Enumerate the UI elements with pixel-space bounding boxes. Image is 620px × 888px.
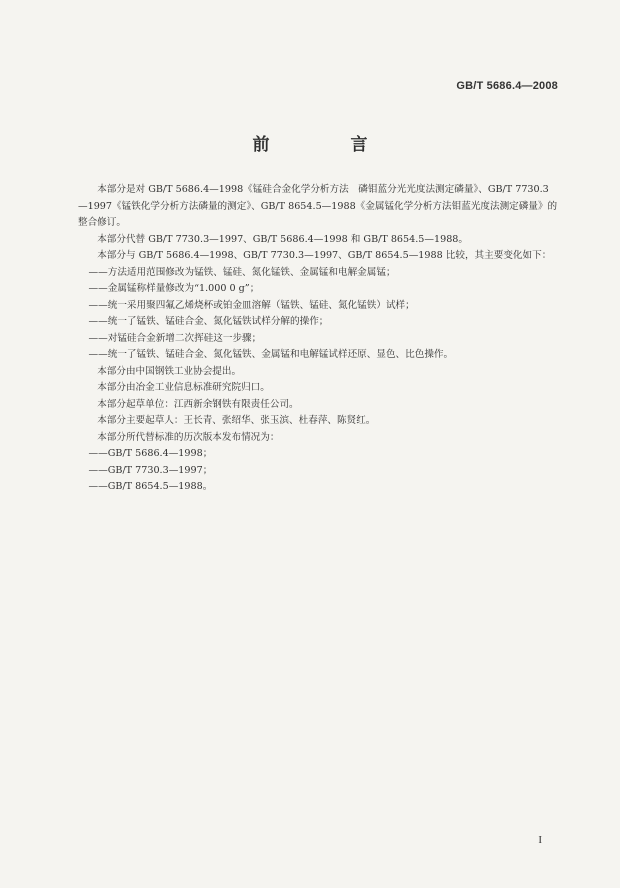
- list-item: ——统一了锰铁、锰硅合金、氮化锰铁、金属锰和电解锰试样还原、显色、比色操作。: [88, 349, 454, 360]
- foreword-body: [78, 182, 558, 496]
- list-item: ——金属锰称样量修改为“1.000 0 g”；: [88, 283, 260, 294]
- paragraph: 本部分与 GB/T 5686.4—1998、GB/T 7730.3—1997、GB/T 8654.5—1988 比较，其主要变化如下：: [97, 250, 552, 261]
- paragraph: 本部分代替 GB/T 7730.3—1997、GB/T 5686.4—1998 和 GB/T 8654.5—1988。: [97, 233, 469, 245]
- paragraph: 本部分主要起草人：王长青、张绍华、张玉滨、杜春萍、陈贤红。: [97, 415, 376, 426]
- paragraph: 本部分是对 GB/T 5686.4—1998《锰硅合金化学分析方法 磷钼蓝分光光度法测定磷量》、GB/T 7730.3—1997《锰铁化学分析方法磷量的测定》、GB/T 8654.5—1988《金属锰化学分析方法钼蓝光度法测定磷量》的整合修订。: [78, 184, 558, 228]
- list-item: ——统一采用聚四氟乙烯烧杯或铂金皿溶解（锰铁、锰硅、氮化锰铁）试样；: [88, 299, 415, 311]
- standard-number: GB/T 5686.4—2008: [456, 80, 558, 92]
- list-item: ——GB/T 8654.5—1988。: [88, 481, 213, 492]
- list-item: ——对锰硅合金新增二次挥硅这一步骤；: [88, 332, 262, 344]
- paragraph: 本部分起草单位：江西新余钢铁有限责任公司。: [97, 398, 299, 410]
- list-item: ——GB/T 5686.4—1998；: [88, 448, 213, 459]
- list-item: ——统一了锰铁、锰硅合金、氮化锰铁试样分解的操作；: [88, 316, 329, 327]
- paragraph: 本部分由中国钢铁工业协会提出。: [97, 365, 242, 377]
- paragraph: 本部分所代替标准的历次版本发布情况为：: [97, 431, 280, 443]
- list-item: ——方法适用范围修改为锰铁、锰硅、氮化锰铁、金属锰和电解金属锰；: [88, 266, 396, 278]
- page-number: I: [538, 834, 542, 846]
- list-item: ——GB/T 7730.3—1997；: [88, 464, 213, 476]
- page-title: 前 言: [252, 135, 400, 155]
- paragraph: 本部分由冶金工业信息标准研究院归口。: [97, 382, 270, 393]
